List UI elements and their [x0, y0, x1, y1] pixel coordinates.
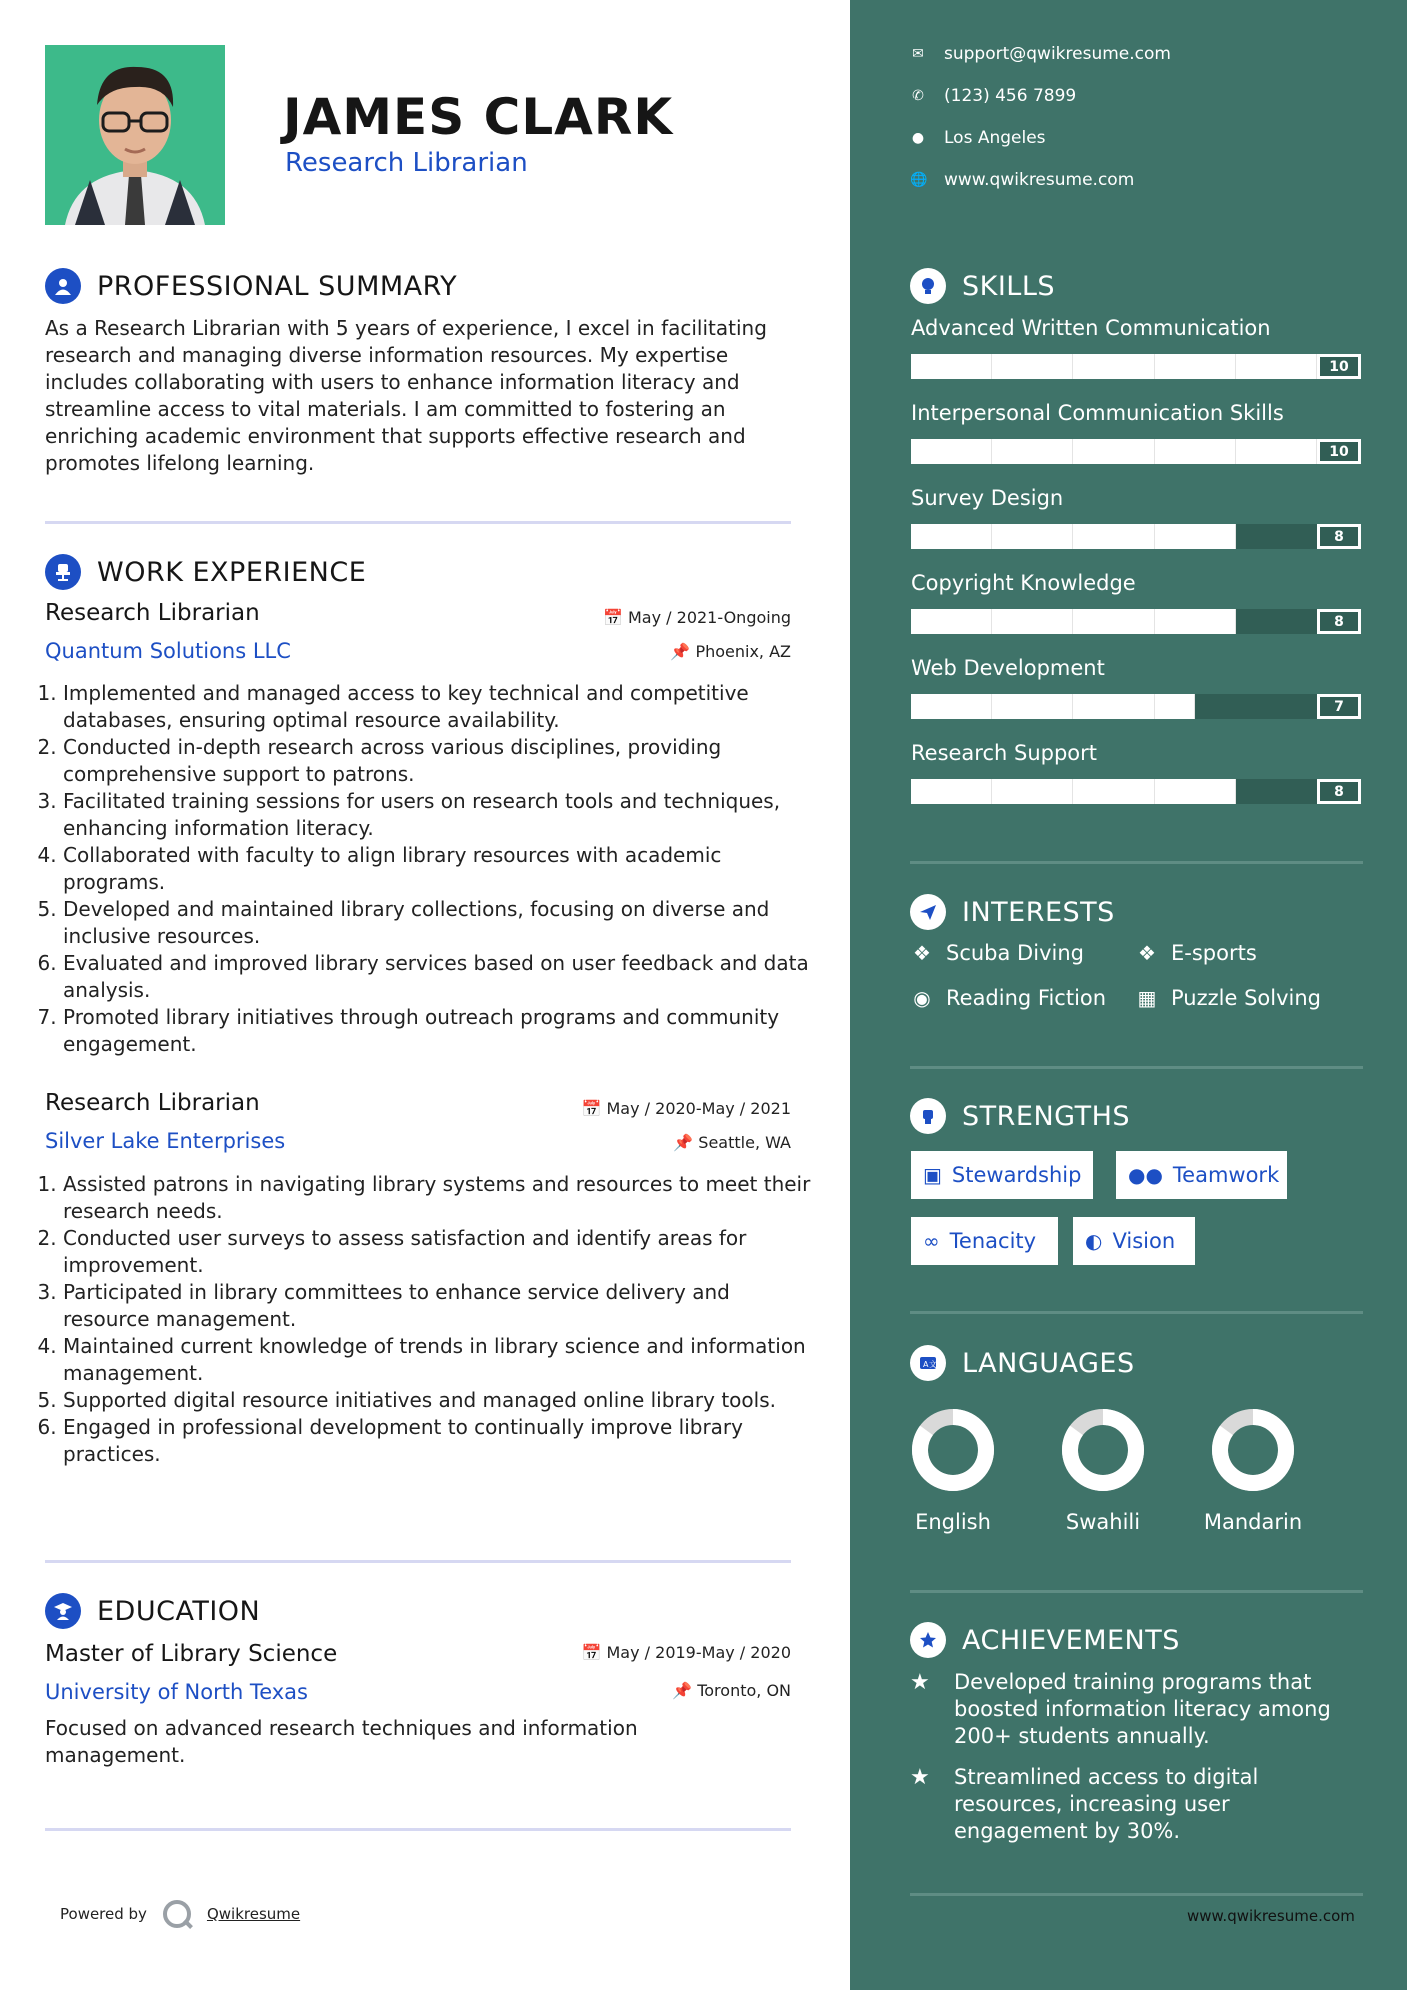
education-heading	[45, 1593, 260, 1629]
profile-photo	[45, 45, 225, 225]
list-item: 1. Assisted patrons in navigating library systems and resources to meet their research needs.	[63, 1171, 813, 1225]
skill-bar-segment	[911, 524, 992, 549]
skill-name: Research Support	[911, 741, 1098, 765]
skill-bar-segment	[911, 694, 992, 719]
job-location	[670, 642, 791, 661]
job-location-text: Phoenix, AZ	[695, 642, 791, 661]
sidebar-divider	[910, 1590, 1363, 1593]
contact-phone[interactable]	[910, 86, 1076, 106]
skill-bar-segment	[992, 609, 1073, 634]
candidate-title: Research Librarian	[285, 148, 528, 178]
profile-portrait-icon	[45, 45, 225, 225]
interests-heading	[910, 894, 1115, 930]
skill-bar-segment	[992, 439, 1073, 464]
achievement-text: Streamlined access to digital resources, increasing user engagement by 30%.	[954, 1765, 1259, 1843]
experience-heading	[45, 554, 366, 590]
skill-bar	[911, 354, 1361, 379]
list-item: 7. Promoted library initiatives through outreach programs and community engagement.	[63, 1004, 813, 1058]
svg-text:A: A	[923, 1360, 929, 1369]
skill-level: 8	[1317, 524, 1361, 549]
job-company: Quantum Solutions LLC	[45, 639, 291, 663]
list-item: 3. Participated in library committees to enhance service delivery and resource management.	[63, 1279, 813, 1333]
contact-email-text: support@qwikresume.com	[944, 44, 1171, 64]
star-badge-icon	[910, 1622, 946, 1658]
language-name: Swahili	[1065, 1510, 1141, 1534]
summary-text: As a Research Librarian with 5 years of experience, I excel in facilitating research and managing diverse information resources. My expertise includes collaborating with users to enhance information literacy and streamline access to vital materials. I am committed to fostering an enriching academic environment that supports effective research and promotes lifelong learning.	[45, 316, 767, 475]
interest-label: Scuba Diving	[946, 941, 1084, 965]
language-item	[1043, 1408, 1163, 1534]
skill-bar-segment	[992, 694, 1073, 719]
strength-label: Stewardship	[951, 1163, 1082, 1187]
skill-bar-segment	[1236, 439, 1317, 464]
skill-bar-segment	[1155, 524, 1236, 549]
job-title: Research Librarian	[45, 1090, 260, 1116]
skill-level: 8	[1317, 609, 1361, 634]
contact-website-text: www.qwikresume.com	[944, 170, 1135, 190]
skill-bar-segment	[1155, 609, 1236, 634]
sidebar-divider	[910, 1066, 1363, 1069]
candidate-name: JAMES CLARK	[283, 88, 674, 146]
list-item: 5. Supported digital resource initiatives and managed online library tools.	[63, 1387, 813, 1414]
degree-title: Master of Library Science	[45, 1641, 338, 1667]
school-name: University of North Texas	[45, 1680, 308, 1704]
skill-bar-segment	[992, 354, 1073, 379]
skill-bar-segment	[1073, 694, 1154, 719]
skills-heading	[910, 268, 1055, 304]
job-date-text: May / 2021-Ongoing	[628, 608, 791, 627]
contact-email[interactable]	[910, 44, 1171, 64]
list-item: 1. Implemented and managed access to key technical and competitive databases, ensuring optimal resource availability.	[63, 680, 813, 734]
powered-by-text: Powered by	[60, 1905, 147, 1923]
skill-bar-segment	[911, 609, 992, 634]
skill-bar	[911, 524, 1361, 549]
strength-badge	[911, 1151, 1093, 1199]
contact-phone-text: (123) 456 7899	[944, 86, 1077, 106]
calendar-icon: 📅	[602, 608, 623, 627]
skill-bar-segment	[911, 779, 992, 804]
svg-text:文: 文	[929, 1360, 938, 1369]
qwikresume-logo-icon	[163, 1900, 191, 1928]
contact-location	[910, 128, 1046, 148]
job-location-text: Seattle, WA	[698, 1133, 791, 1152]
map-marker-icon: ●	[911, 130, 925, 146]
skill-name: Copyright Knowledge	[911, 571, 1136, 595]
skill-bar-segment	[1155, 694, 1196, 719]
strength-label: Teamwork	[1172, 1163, 1280, 1187]
link-icon: ∞	[923, 1229, 940, 1253]
skills-heading-text: SKILLS	[962, 270, 1056, 302]
interest-item	[910, 986, 1106, 1010]
interest-label: E-sports	[1171, 941, 1257, 965]
list-item: 2. Conducted in-depth research across various disciplines, providing comprehensive support to patrons.	[63, 734, 813, 788]
summary-heading-text: PROFESSIONAL SUMMARY	[97, 270, 458, 302]
strength-badge	[1073, 1217, 1195, 1265]
achievements-heading-text: ACHIEVEMENTS	[962, 1624, 1180, 1656]
skill-bar-segment	[1073, 354, 1154, 379]
star-icon: ★	[910, 1765, 930, 1790]
list-item: 2. Conducted user surveys to assess satisfaction and identify areas for improvement.	[63, 1225, 813, 1279]
lightbulb-icon	[910, 268, 946, 304]
skill-level: 10	[1317, 439, 1361, 464]
language-level-ring	[1211, 1408, 1295, 1492]
interest-item	[1135, 986, 1321, 1010]
gamepad-icon: ◉	[913, 986, 931, 1010]
sidebar-divider	[910, 861, 1363, 864]
language-name: Mandarin	[1203, 1510, 1303, 1534]
strength-label: Vision	[1112, 1229, 1176, 1253]
phone-icon: ✆	[912, 88, 924, 104]
fist-icon	[910, 1098, 946, 1134]
graduate-icon	[45, 1593, 81, 1629]
experience-heading-text: WORK EXPERIENCE	[97, 556, 367, 588]
section-divider	[45, 521, 791, 524]
languages-heading-text: LANGUAGES	[962, 1347, 1135, 1379]
list-item: 5. Developed and maintained library collections, focusing on diverse and inclusive resources.	[63, 896, 813, 950]
education-location	[672, 1681, 791, 1700]
language-item	[893, 1408, 1013, 1534]
list-item: 4. Collaborated with faculty to align library resources with academic programs.	[63, 842, 813, 896]
skill-bar-segment	[992, 524, 1073, 549]
skill-bar-segment	[1236, 354, 1317, 379]
skill-bar-segment	[1155, 354, 1236, 379]
contact-location-text: Los Angeles	[944, 128, 1046, 148]
lifebuoy-icon: ❖	[1138, 941, 1156, 965]
achievement-item	[910, 1669, 1354, 1750]
strength-badge	[911, 1217, 1058, 1265]
job-duties-list	[45, 680, 813, 1058]
chair-icon	[45, 554, 81, 590]
skill-bar	[911, 779, 1361, 804]
interest-label: Reading Fiction	[946, 986, 1107, 1010]
footer-url[interactable]: www.qwikresume.com	[1187, 1907, 1355, 1925]
book-icon: ▦	[1137, 986, 1157, 1010]
language-item	[1193, 1408, 1313, 1534]
user-icon	[45, 268, 81, 304]
contact-website[interactable]	[910, 170, 1134, 190]
skill-level: 10	[1317, 354, 1361, 379]
job-date	[603, 608, 791, 627]
job-date	[581, 1099, 791, 1118]
skill-bar	[911, 439, 1361, 464]
pin-icon: 📌	[672, 1681, 693, 1700]
skill-name: Advanced Written Communication	[911, 316, 1271, 340]
skill-bar-segment	[911, 439, 992, 464]
job-title: Research Librarian	[45, 600, 260, 626]
achievement-text: Developed training programs that boosted information literacy among 200+ students annually.	[954, 1670, 1331, 1748]
skill-bar	[911, 609, 1361, 634]
skill-bar-segment	[1073, 779, 1154, 804]
sidebar-divider	[910, 1311, 1363, 1314]
star-icon: ★	[910, 1670, 930, 1695]
list-item: 3. Facilitated training sessions for users on research tools and techniques, enhancing information literacy.	[63, 788, 813, 842]
list-item: 6. Engaged in professional development to continually improve library practices.	[63, 1414, 813, 1468]
skill-bar-segment	[1155, 439, 1236, 464]
sidebar-divider	[910, 1893, 1363, 1896]
envelope-icon: ✉	[912, 46, 924, 62]
list-item: 6. Evaluated and improved library services based on user feedback and data analysis.	[63, 950, 813, 1004]
brand-link[interactable]: Qwikresume	[206, 1905, 301, 1923]
education-location-text: Toronto, ON	[697, 1681, 791, 1700]
users-icon: ●●	[1128, 1163, 1163, 1187]
paper-plane-icon	[910, 894, 946, 930]
job-company: Silver Lake Enterprises	[45, 1129, 286, 1153]
achievements-heading	[910, 1622, 1180, 1658]
section-divider	[45, 1560, 791, 1563]
binoculars-icon: ◐	[1085, 1229, 1103, 1253]
globe-icon: 🌐	[910, 172, 928, 188]
languages-heading	[910, 1345, 1135, 1381]
strength-badge	[1116, 1151, 1287, 1199]
job-location	[673, 1133, 791, 1152]
language-level-ring	[911, 1408, 995, 1492]
interest-item	[910, 941, 1084, 965]
section-divider	[45, 1828, 791, 1831]
job-duties-list	[45, 1171, 813, 1468]
summary-heading	[45, 268, 457, 304]
achievement-item	[910, 1764, 1354, 1845]
calendar-icon: 📅	[581, 1643, 602, 1662]
language-name: English	[915, 1510, 991, 1534]
skill-name: Web Development	[911, 656, 1105, 680]
skill-level: 8	[1317, 779, 1361, 804]
strengths-heading	[910, 1098, 1130, 1134]
skill-bar-segment	[1155, 779, 1236, 804]
interest-label: Puzzle Solving	[1171, 986, 1321, 1010]
skill-bar-segment	[1073, 524, 1154, 549]
skill-bar-segment	[992, 779, 1073, 804]
education-description: Focused on advanced research techniques and information management.	[45, 1716, 638, 1767]
skill-name: Interpersonal Communication Skills	[911, 401, 1284, 425]
education-date-text: May / 2019-May / 2020	[606, 1643, 791, 1662]
calendar-icon: 📅	[581, 1099, 602, 1118]
interest-item	[1135, 941, 1257, 965]
pin-icon: 📌	[673, 1133, 694, 1152]
language-level-ring	[1061, 1408, 1145, 1492]
strength-label: Tenacity	[949, 1229, 1037, 1253]
skill-name: Survey Design	[911, 486, 1064, 510]
skill-bar-segment	[911, 354, 992, 379]
education-heading-text: EDUCATION	[97, 1595, 261, 1627]
strengths-heading-text: STRENGTHS	[962, 1100, 1131, 1132]
powered-by	[60, 1900, 300, 1928]
lifebuoy-icon: ❖	[913, 941, 931, 965]
skill-bar	[911, 694, 1361, 719]
skill-level: 7	[1317, 694, 1361, 719]
list-item: 4. Maintained current knowledge of trends in library science and information management.	[63, 1333, 813, 1387]
education-date	[581, 1643, 791, 1662]
interests-heading-text: INTERESTS	[962, 896, 1115, 928]
job-date-text: May / 2020-May / 2021	[606, 1099, 791, 1118]
briefcase-icon: ▣	[923, 1163, 942, 1187]
pin-icon: 📌	[670, 642, 691, 661]
skill-bar-segment	[1073, 609, 1154, 634]
translate-icon	[910, 1345, 946, 1381]
skill-bar-segment	[1073, 439, 1154, 464]
